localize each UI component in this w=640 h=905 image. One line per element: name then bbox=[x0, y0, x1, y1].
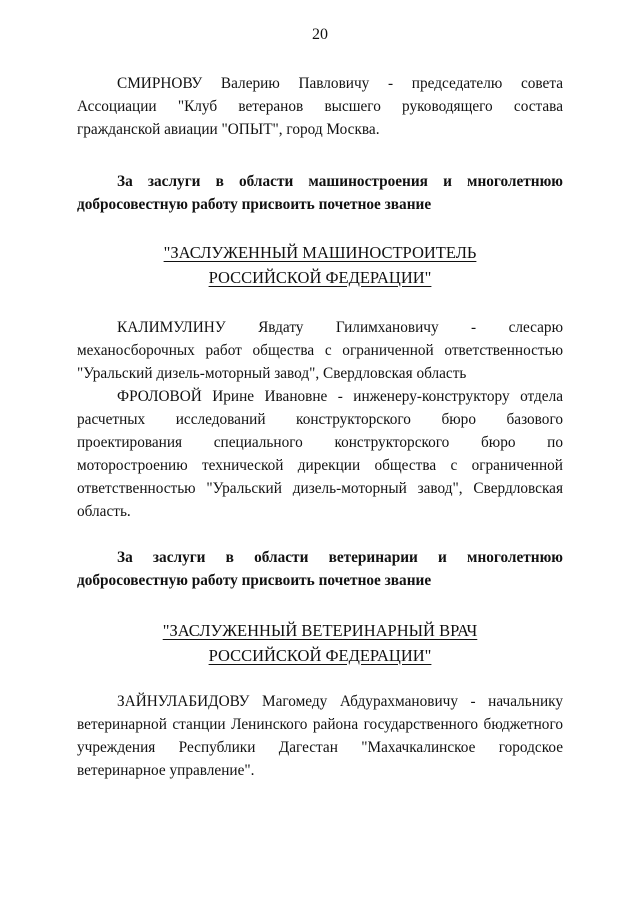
honorary-title-line-1: "ЗАСЛУЖЕННЫЙ МАШИНОСТРОИТЕЛЬ bbox=[163, 243, 477, 262]
award-entry-frolova: ФРОЛОВОЙ Ирине Ивановне - инженеру-конструктору отдела расчетных исследований конструкторского бюро базового проектирования специального конструкторского бюро по моторостроению технической дирекции общества с ограниченной ответственностью "Уральский дизель-моторный завод", Свердловская область. bbox=[77, 388, 563, 520]
award-entry-kalimulin: КАЛИМУЛИНУ Явдату Гилимхановичу - слесарю механосборочных работ общества с ограниченной ответственностью "Уральский дизель-моторный завод", Свердловская область bbox=[77, 319, 563, 382]
award-entry-zainulabidov: ЗАЙНУЛАБИДОВУ Магомеду Абдурахмановичу - начальнику ветеринарной станции Ленинского района государственного бюджетного учреждения Республики Дагестан "Махачкалинское городское ветеринарное управление". bbox=[77, 693, 563, 779]
honorary-title-veterinarian bbox=[0, 618, 640, 668]
honorary-title-line-2: РОССИЙСКОЙ ФЕДЕРАЦИИ" bbox=[208, 646, 432, 665]
page-number: 20 bbox=[312, 26, 328, 43]
honorary-title-line-1: "ЗАСЛУЖЕННЫЙ ВЕТЕРИНАРНЫЙ ВРАЧ bbox=[162, 621, 478, 640]
award-entry-smirnov: СМИРНОВУ Валерию Павловичу - председателю совета Ассоциации "Клуб ветеранов высшего руководящего состава гражданской авиации "ОПЫТ", город Москва. bbox=[77, 75, 563, 138]
honorary-title-machine-builder bbox=[0, 240, 640, 290]
honorary-title-line-2: РОССИЙСКОЙ ФЕДЕРАЦИИ" bbox=[208, 268, 432, 287]
award-heading-veterinary: За заслуги в области ветеринарии и многолетнюю добросовестную работу присвоить почетное звание bbox=[77, 549, 563, 589]
award-heading-machine-building: За заслуги в области машиностроения и многолетнюю добросовестную работу присвоить почетное звание bbox=[77, 173, 563, 213]
